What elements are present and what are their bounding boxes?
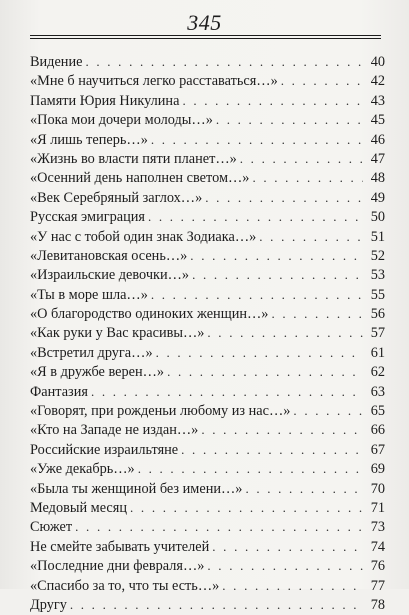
toc-entry	[30, 246, 385, 265]
toc-entry-title: Памяти Юрия Никулина	[30, 92, 180, 109]
dot-leader	[75, 517, 363, 536]
header-rule-bottom	[30, 38, 381, 39]
toc-entry-title: «Пока мои дочери молоды…»	[30, 112, 213, 129]
toc-entry	[30, 265, 385, 284]
toc-entry-page: 49	[370, 189, 385, 206]
toc-entry	[30, 285, 385, 304]
dot-leader	[192, 265, 363, 284]
toc-entry-title: Видение	[30, 54, 83, 70]
toc-entry-page: 50	[370, 209, 385, 226]
toc-entry-title: «Последние дни февраля…»	[30, 558, 205, 575]
toc-entry-title: «Встретил друга…»	[30, 344, 153, 361]
toc-entry	[30, 420, 385, 439]
toc-entry-page: 40	[370, 54, 385, 70]
dot-leader	[156, 343, 363, 362]
dot-leader	[245, 479, 363, 498]
dot-leader	[216, 110, 363, 129]
toc-entry-title: «Левитановская осень…»	[30, 247, 188, 264]
toc-entry-page: 43	[370, 92, 385, 109]
toc-entry	[30, 362, 385, 381]
dot-leader	[207, 556, 363, 575]
toc-entry-title: «Как руки у Вас красивы…»	[30, 325, 205, 342]
toc-entry	[30, 556, 385, 575]
toc-entry-title: Не смейте забывать учителей	[30, 538, 210, 555]
dot-leader	[271, 304, 363, 323]
toc-entry-page: 69	[370, 461, 385, 478]
dot-leader	[151, 130, 363, 149]
dot-leader	[182, 91, 363, 110]
toc-entry-page: 46	[370, 131, 385, 148]
toc-entry	[30, 517, 385, 536]
toc-entry-title: «Я в дружбе верен…»	[30, 364, 165, 381]
toc-entry-title: «Ты в море шла…»	[30, 286, 148, 303]
toc-entry-title: «Говорят, при рожденьи любому из нас…»	[30, 403, 291, 420]
toc-entry	[30, 459, 385, 478]
dot-leader	[167, 362, 363, 381]
toc-entry-title: Фантазия	[30, 383, 88, 400]
toc-entry-title: «Век Серебряный заглох…»	[30, 189, 203, 206]
toc-entry-page: 47	[370, 150, 385, 167]
dot-leader	[181, 440, 363, 459]
dot-leader	[151, 285, 363, 304]
toc-entry-page: 77	[370, 577, 385, 594]
toc-entry	[30, 323, 385, 342]
dot-leader	[293, 401, 363, 420]
header-rule-top	[30, 35, 381, 36]
toc-entry-page: 66	[370, 422, 385, 439]
toc-entry-title: Сюжет	[30, 519, 73, 536]
toc-entry	[30, 227, 385, 246]
dot-leader	[201, 420, 363, 439]
toc-entry-page: 65	[370, 403, 385, 420]
dot-leader	[259, 227, 363, 246]
toc-entry-title: «У нас с тобой один знак Зодиака…»	[30, 228, 257, 245]
toc-entry-page: 48	[370, 170, 385, 187]
toc-entry-title: «Кто на Западе не издан…»	[30, 422, 199, 439]
toc-entry-title: «Израильские девочки…»	[30, 267, 190, 284]
toc-entry-title: Русская эмиграция	[30, 209, 145, 226]
dot-leader	[138, 459, 363, 478]
toc-entry-title: Медовый месяц	[30, 499, 128, 516]
toc-entry	[30, 149, 385, 168]
dot-leader	[148, 207, 363, 226]
table-of-contents	[30, 52, 385, 614]
toc-entry-page: 70	[370, 480, 385, 497]
toc-entry-page: 78	[370, 596, 385, 613]
toc-entry-title: Российские израильтяне	[30, 441, 179, 458]
dot-leader	[205, 188, 363, 207]
toc-entry	[30, 595, 385, 614]
toc-entry	[30, 188, 385, 207]
toc-entry-page: 61	[370, 344, 385, 361]
dot-leader	[222, 576, 363, 595]
toc-entry	[30, 168, 385, 187]
toc-entry	[30, 440, 385, 459]
toc-entry	[30, 479, 385, 498]
toc-entry-page: 74	[370, 538, 385, 555]
toc-entry-title: Другу	[30, 596, 67, 613]
toc-entry	[30, 110, 385, 129]
toc-entry-title: «Осенний день наполнен светом…»	[30, 170, 250, 187]
toc-entry-title: «Была ты женщиной без имени…»	[30, 480, 243, 497]
dot-leader	[240, 149, 363, 168]
dot-leader	[212, 537, 363, 556]
dot-leader	[190, 246, 363, 265]
toc-entry	[30, 91, 385, 110]
toc-entry-title: «Уже декабрь…»	[30, 461, 135, 478]
toc-entry-page: 67	[370, 441, 385, 458]
toc-entry-page: 53	[370, 267, 385, 284]
toc-entry-page: 51	[370, 228, 385, 245]
toc-entry-title: «Жизнь во власти пяти планет…»	[30, 150, 237, 167]
toc-entry-page: 42	[370, 73, 385, 90]
toc-entry-page: 62	[370, 364, 385, 381]
dot-leader	[91, 382, 363, 401]
toc-entry-page: 71	[370, 499, 385, 516]
toc-entry-page: 76	[370, 558, 385, 575]
toc-entry-title: «Я лишь теперь…»	[30, 131, 148, 148]
toc-entry	[30, 576, 385, 595]
toc-entry	[30, 71, 385, 90]
toc-entry-page: 45	[370, 112, 385, 129]
toc-entry-title: «О благородство одиноких женщин…»	[30, 306, 269, 323]
toc-entry-page: 56	[370, 306, 385, 323]
dot-leader	[252, 168, 363, 187]
toc-entry-page: 73	[370, 519, 385, 536]
toc-entry-title: «Мне б научиться легко расставаться…»	[30, 73, 278, 90]
toc-entry	[30, 304, 385, 323]
toc-entry	[30, 207, 385, 226]
toc-entry-page: 63	[370, 383, 385, 400]
dot-leader	[70, 595, 363, 614]
toc-entry	[30, 537, 385, 556]
toc-entry-page: 57	[370, 325, 385, 342]
toc-entry	[30, 130, 385, 149]
toc-entry	[30, 498, 385, 517]
dot-leader	[207, 323, 363, 342]
toc-entry-page: 52	[370, 247, 385, 264]
toc-entry-title: «Спасибо за то, что ты есть…»	[30, 577, 220, 594]
dot-leader	[281, 71, 363, 90]
toc-entry-page: 55	[370, 286, 385, 303]
toc-entry	[30, 52, 385, 71]
dot-leader	[130, 498, 363, 517]
page-number: 345	[187, 10, 222, 35]
toc-entry	[30, 401, 385, 420]
toc-entry	[30, 382, 385, 401]
dot-leader	[85, 52, 363, 71]
toc-entry	[30, 343, 385, 362]
